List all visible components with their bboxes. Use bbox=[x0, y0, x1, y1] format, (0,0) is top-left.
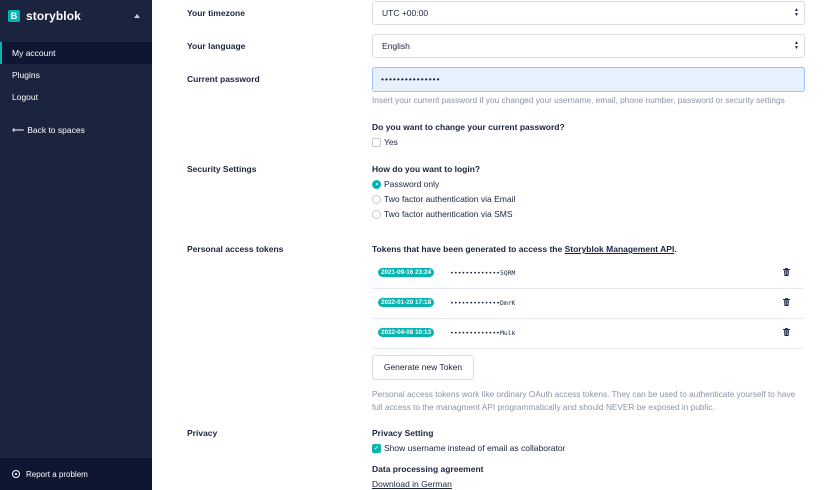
change-password-question: Do you want to change your current password? bbox=[372, 122, 565, 132]
current-password-input[interactable]: ••••••••••••••• bbox=[372, 67, 805, 92]
radio-password-only[interactable] bbox=[372, 179, 439, 189]
login-method-question: How do you want to login? bbox=[372, 164, 481, 174]
sidebar bbox=[0, 0, 152, 490]
language-label: Your language bbox=[187, 41, 246, 51]
report-problem-button[interactable] bbox=[0, 458, 152, 490]
timezone-label: Your timezone bbox=[187, 8, 245, 18]
brand-header[interactable] bbox=[0, 0, 152, 32]
current-password-hint: Insert your current password if you changed your username, email, phone number, password or security settings bbox=[372, 95, 785, 105]
help-circle-icon bbox=[12, 470, 20, 478]
generate-token-button[interactable]: Generate new Token bbox=[372, 355, 474, 380]
token-date-badge: 2022-04-08 10:13 bbox=[378, 328, 434, 337]
token-date-badge: 2022-01-20 17:18 bbox=[378, 298, 434, 307]
token-masked-value: •••••••••••••DmrK bbox=[450, 299, 516, 307]
sidebar-item-my-account[interactable]: My account bbox=[0, 42, 152, 64]
tokens-intro-prefix: Tokens that have been generated to access the bbox=[372, 244, 565, 254]
select-arrows-icon: ▲ ▼ bbox=[794, 40, 799, 51]
trash-icon[interactable] bbox=[783, 298, 790, 306]
privacy-label: Privacy bbox=[187, 428, 218, 438]
trash-icon[interactable] bbox=[783, 268, 790, 276]
language-select[interactable] bbox=[372, 34, 805, 58]
checkmark-icon[interactable]: ✓ bbox=[373, 444, 380, 452]
radio-2fa-sms[interactable] bbox=[372, 209, 513, 219]
token-date-badge: 2021-09-16 23:24 bbox=[378, 268, 434, 277]
radio-label: Two factor authentication via Email bbox=[384, 194, 516, 204]
sidebar-item-logout[interactable]: Logout bbox=[12, 92, 38, 102]
management-api-link[interactable]: Storyblok Management API bbox=[564, 244, 675, 254]
token-row bbox=[372, 259, 804, 289]
radio-2fa-email[interactable] bbox=[372, 194, 515, 204]
arrow-left-icon: ⟵ bbox=[12, 124, 25, 135]
token-masked-value: •••••••••••••Mulk bbox=[450, 329, 516, 337]
sidebar-item-plugins[interactable]: Plugins bbox=[12, 70, 40, 80]
timezone-value: UTC +00:00 bbox=[382, 8, 429, 18]
security-settings-label: Security Settings bbox=[187, 164, 257, 174]
brand-name: storyblok bbox=[26, 9, 81, 23]
token-row bbox=[372, 319, 804, 349]
show-username-checkbox[interactable] bbox=[372, 443, 565, 453]
personal-access-tokens-label: Personal access tokens bbox=[187, 244, 284, 254]
storyblok-logo-icon: B bbox=[8, 10, 20, 22]
change-password-checkbox[interactable] bbox=[372, 137, 398, 147]
tokens-note-line-2: full access to the managment API programmatically and should NEVER be exposed in public. bbox=[372, 402, 715, 412]
trash-icon[interactable] bbox=[783, 328, 790, 336]
radio-selected-icon[interactable] bbox=[372, 180, 381, 189]
radio-label: Password only bbox=[384, 179, 440, 189]
current-password-label: Current password bbox=[187, 74, 260, 84]
token-masked-value: •••••••••••••5QRM bbox=[450, 269, 516, 277]
caret-up-icon[interactable] bbox=[134, 14, 140, 18]
tokens-intro-suffix: . bbox=[674, 244, 677, 254]
download-german-link[interactable]: Download in German bbox=[372, 479, 452, 489]
back-to-spaces-link[interactable] bbox=[0, 123, 152, 137]
select-arrows-icon: ▲ ▼ bbox=[794, 7, 799, 18]
show-username-label: Show username instead of email as collaborator bbox=[384, 443, 566, 453]
radio-unselected-icon[interactable] bbox=[372, 210, 381, 219]
privacy-setting-title: Privacy Setting bbox=[372, 428, 434, 438]
tokens-intro bbox=[372, 244, 677, 254]
change-password-option-label: Yes bbox=[384, 137, 398, 147]
account-settings-form bbox=[152, 0, 840, 490]
radio-unselected-icon[interactable] bbox=[372, 195, 381, 204]
radio-label: Two factor authentication via SMS bbox=[384, 209, 513, 219]
timezone-select[interactable] bbox=[372, 1, 805, 25]
back-to-spaces-label: Back to spaces bbox=[27, 125, 85, 135]
checkbox-box[interactable] bbox=[372, 138, 381, 147]
dpa-title: Data processing agreement bbox=[372, 464, 484, 474]
tokens-note-line-1: Personal access tokens work like ordinary OAuth access tokens. They can be used to authenticate yourself to have bbox=[372, 389, 796, 399]
language-value: English bbox=[382, 41, 410, 51]
report-problem-label: Report a problem bbox=[26, 469, 88, 479]
token-row bbox=[372, 289, 804, 319]
